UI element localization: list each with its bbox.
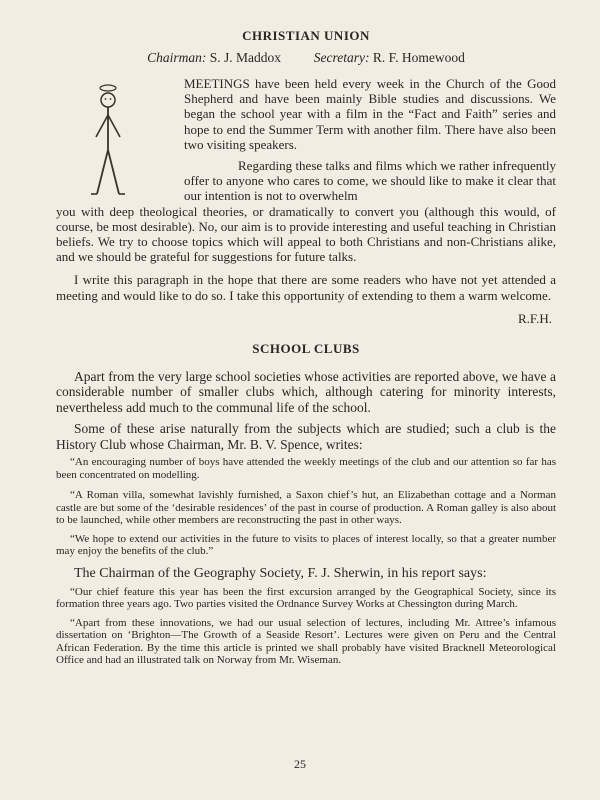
christian-union-para-2-continued: you with deep theological theories, or dramatically to convert you (although this would, of course, be most desirable). No, our aim is to provide interesting and useful teaching in Christian beliefs. We try to choose topics which will appeal to both Christians and non-Christians alike, and we should be grateful for suggestions for future talks.: [56, 203, 556, 265]
christian-union-para-1: MEETINGS have been held every week in the Church of the Good Shepherd and have been mainly Bible studies and discussions. We began the school year with a film in the “Fact and Faith” series and hope to end the Summer Term with another film. There have also been two visiting speakers.: [184, 76, 556, 152]
secretary-label: Secretary:: [313, 50, 370, 65]
secretary-name: R. F. Homewood: [372, 50, 465, 65]
school-clubs-para-2: Some of these arise naturally from the subjects which are studied; such a club is the History Club whose Chairman, Mr. B. V. Spence, writes:: [56, 421, 556, 452]
page-content: [56, 22, 556, 667]
page-number: 25: [294, 757, 306, 771]
school-clubs-heading: SCHOOL CLUBS: [252, 340, 360, 356]
chairman-label: Chairman:: [147, 50, 207, 65]
christian-union-para-3: I write this paragraph in the hope that there are some readers who have not yet attended a meeting and would like to do so. I take this opportunity of extending to them a warm welcome.: [56, 272, 556, 303]
stick-figure-illustration: [56, 76, 184, 204]
christian-union-para-2-start: Regarding these talks and films which we rather infrequently offer to anyone who cares to come, we should like to make it clear that our intention is not to overwhelm: [184, 158, 556, 204]
geography-quote-1: “Our chief feature this year has been the first excursion arranged by the Geographical Society, since its formation three years ago. Two parties visited the Ordnance Survey Works at Chessington during March.: [56, 585, 556, 611]
school-clubs-para-1: Apart from the very large school societies whose activities are reported above, we have a considerable number of smaller clubs which, although catering for minority interests, nevertheless add much to the communal life of the school.: [56, 368, 556, 415]
history-quote-1: “An encouraging number of boys have attended the weekly meetings of the club and our attention so far has been concentrated on modelling.: [56, 456, 556, 481]
christian-union-heading: CHRISTIAN UNION: [242, 28, 370, 43]
geography-quote-2: “Apart from these innovations, we had our usual selection of lectures, including Mr. Attree’s infamous dissertation on ‘Brighton—The Growth of a Seaside Resort’. Lectures were given on Peru and the Central African Federation. By the time this article is printed we shall probably have visited Bracknell Meteorological Office and had an illustrated talk on Norway from Mr. Wiseman.: [56, 616, 556, 667]
chairman-name: S. J. Maddox: [209, 50, 282, 65]
christian-union-signature: R.F.H.: [518, 310, 552, 326]
history-quote-2: “A Roman villa, somewhat lavishly furnished, a Saxon chief’s hut, an Elizabethan cottage and a Norman castle are but some of the ‘desirable residences’ of the past in course of production. A Roman galley is also about to be launched, while other members are reconstructing the past in other ways.: [56, 489, 556, 527]
geography-intro: The Chairman of the Geography Society, F. J. Sherwin, in his report says:: [74, 565, 487, 581]
christian-union-officers: [56, 50, 556, 66]
history-quote-3: “We hope to extend our activities in the future to visits to places of interest locally, so that a greater number may enjoy the benefits of the club.”: [56, 532, 556, 558]
